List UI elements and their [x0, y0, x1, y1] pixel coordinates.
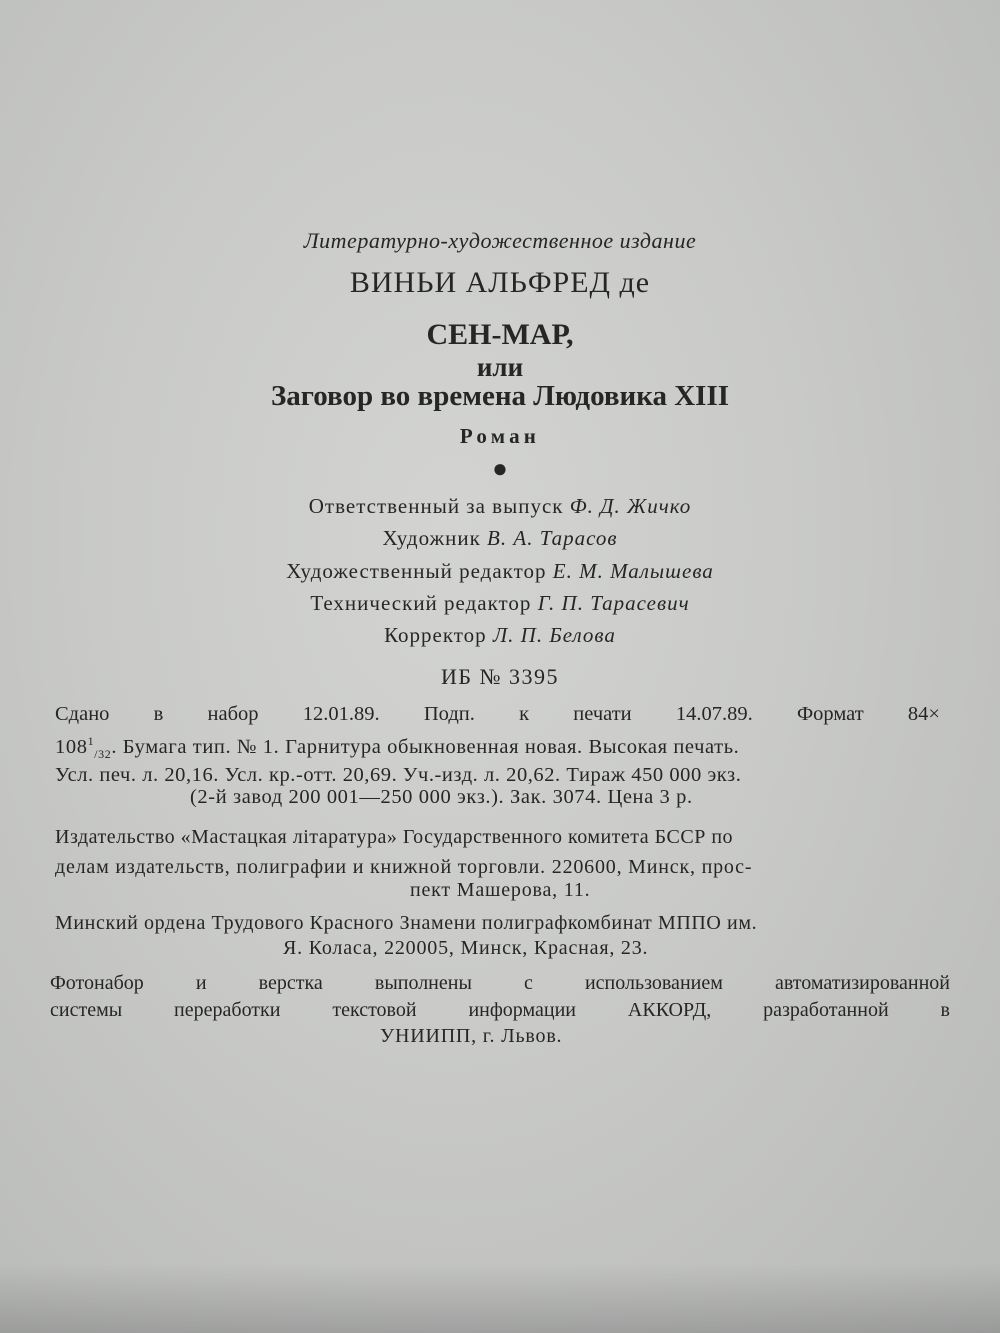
credit-role: Художник [382, 526, 481, 550]
credit-name: Ф. Д. Жичко [569, 494, 692, 518]
credit-line-proofreader [0, 623, 1000, 648]
edition-type: Литературно-художественное издание [303, 228, 697, 253]
author-name: ВИНЬИ АЛЬФРЕД де [349, 266, 651, 299]
print-info-line-1: Сдано в набор 12.01.89. Подп. к печати 14.07.89. Формат 84× [55, 703, 940, 725]
print-info-line-3: Усл. печ. л. 20,16. Усл. кр.-отт. 20,69. Уч.-изд. л. 20,62. Тираж 450 000 экз. [55, 764, 742, 786]
credit-line-art-editor [0, 559, 1000, 584]
credit-name: Е. М. Малышева [552, 559, 714, 583]
publisher-line-1: Издательство «Мастацкая літаратура» Государственного комитета БССР по [55, 826, 734, 848]
ib-number: ИБ № 3395 [440, 664, 559, 689]
ornament-icon: ● [492, 454, 508, 483]
print-info-line-4: (2-й завод 200 001—250 000 экз.). Зак. 3074. Цена 3 р. [190, 786, 693, 808]
credit-role: Художественный редактор [286, 559, 547, 583]
credit-role: Ответственный за выпуск [308, 494, 564, 518]
credit-role: Корректор [384, 623, 487, 647]
genre-label: Роман [459, 424, 541, 448]
credit-name: Л. П. Белова [492, 623, 616, 647]
print-info-line-2: $108^1_{/32}$. Бумага тип. № 1. Гарнитура обыкновенная новая. Высокая печать. [55, 734, 740, 761]
page-bottom-shadow [0, 1263, 1000, 1333]
credit-role: Технический редактор [310, 591, 532, 615]
book-title: СЕН-МАР, [426, 318, 574, 351]
printer-line-1: Минский ордена Трудового Красного Знамени полиграфкомбинат МППО им. [55, 912, 758, 934]
book-subtitle: Заговор во времена Людовика XIII [270, 380, 730, 412]
typesetting-line-2: системы переработки текстовой информации АККОРД, разработанной в [50, 999, 950, 1021]
title-or: или [476, 352, 524, 382]
credit-line-artist [0, 526, 1000, 551]
printer-line-2: Я. Коласа, 220005, Минск, Красная, 23. [283, 937, 649, 959]
credit-line-responsible [0, 494, 1000, 519]
credit-name: В. А. Тарасов [487, 526, 618, 550]
typesetting-line-1: Фотонабор и верстка выполнены с использованием автоматизированной [50, 972, 950, 994]
publisher-line-3: пект Машерова, 11. [410, 879, 591, 901]
credit-name: Г. П. Тарасевич [537, 591, 690, 615]
credit-line-tech-editor [0, 591, 1000, 616]
publisher-line-2: делам издательств, полиграфии и книжной торговли. 220600, Минск, прос- [55, 856, 753, 878]
typesetting-line-3: УНИИПП, г. Львов. [380, 1025, 563, 1047]
